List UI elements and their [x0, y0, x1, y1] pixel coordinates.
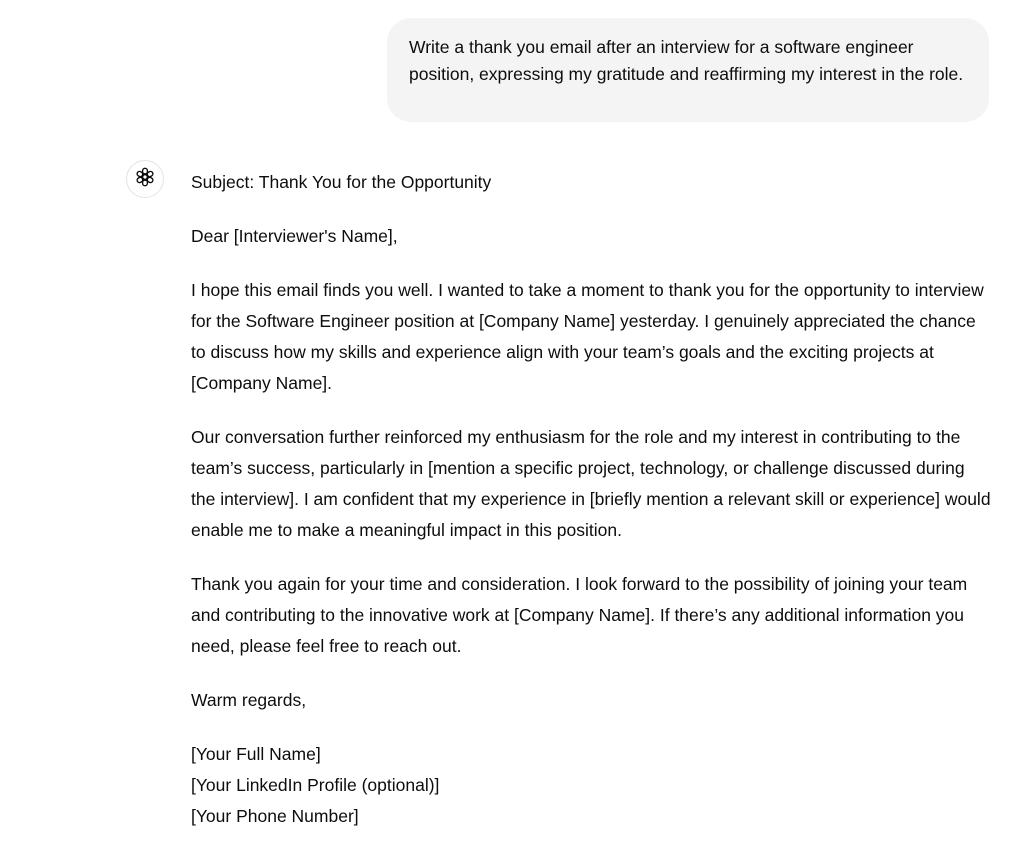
email-paragraph-2: Our conversation further reinforced my enthusiasm for the role and my interest in contributing to the team’s success, particularly in [mention a specific project, technology, or challenge discussed during the interview]. I am confident that my experience in [briefly mention a relevant skill or experience] would enable me to make a meaningful impact in this position.	[191, 427, 991, 540]
email-paragraph-1: I hope this email finds you well. I wanted to take a moment to thank you for the opportunity to interview for the Software Engineer position at [Company Name] yesterday. I genuinely appreciated the chance to discuss how my skills and experience align with your team’s goals and the exciting projects at [Company Name].	[191, 280, 984, 393]
email-greeting: Dear [Interviewer's Name],	[191, 226, 398, 246]
signature-name: [Your Full Name]	[191, 744, 321, 764]
signature-phone: [Your Phone Number]	[191, 806, 359, 826]
email-paragraph-3: Thank you again for your time and consideration. I look forward to the possibility of joining your team and contributing to the innovative work at [Company Name]. If there’s any additional information you need, please feel free to reach out.	[191, 574, 968, 656]
email-signature	[191, 739, 991, 832]
user-message-bubble	[387, 18, 989, 122]
assistant-message	[191, 167, 991, 832]
user-message-text: Write a thank you email after an interview for a software engineer position, expressing my gratitude and reaffirming my interest in the role.	[409, 37, 964, 84]
signature-linkedin: [Your LinkedIn Profile (optional)]	[191, 775, 440, 795]
email-subject: Subject: Thank You for the Opportunity	[191, 172, 492, 192]
email-closing: Warm regards,	[191, 690, 307, 710]
assistant-avatar	[126, 160, 164, 198]
openai-logo-icon	[134, 166, 156, 193]
